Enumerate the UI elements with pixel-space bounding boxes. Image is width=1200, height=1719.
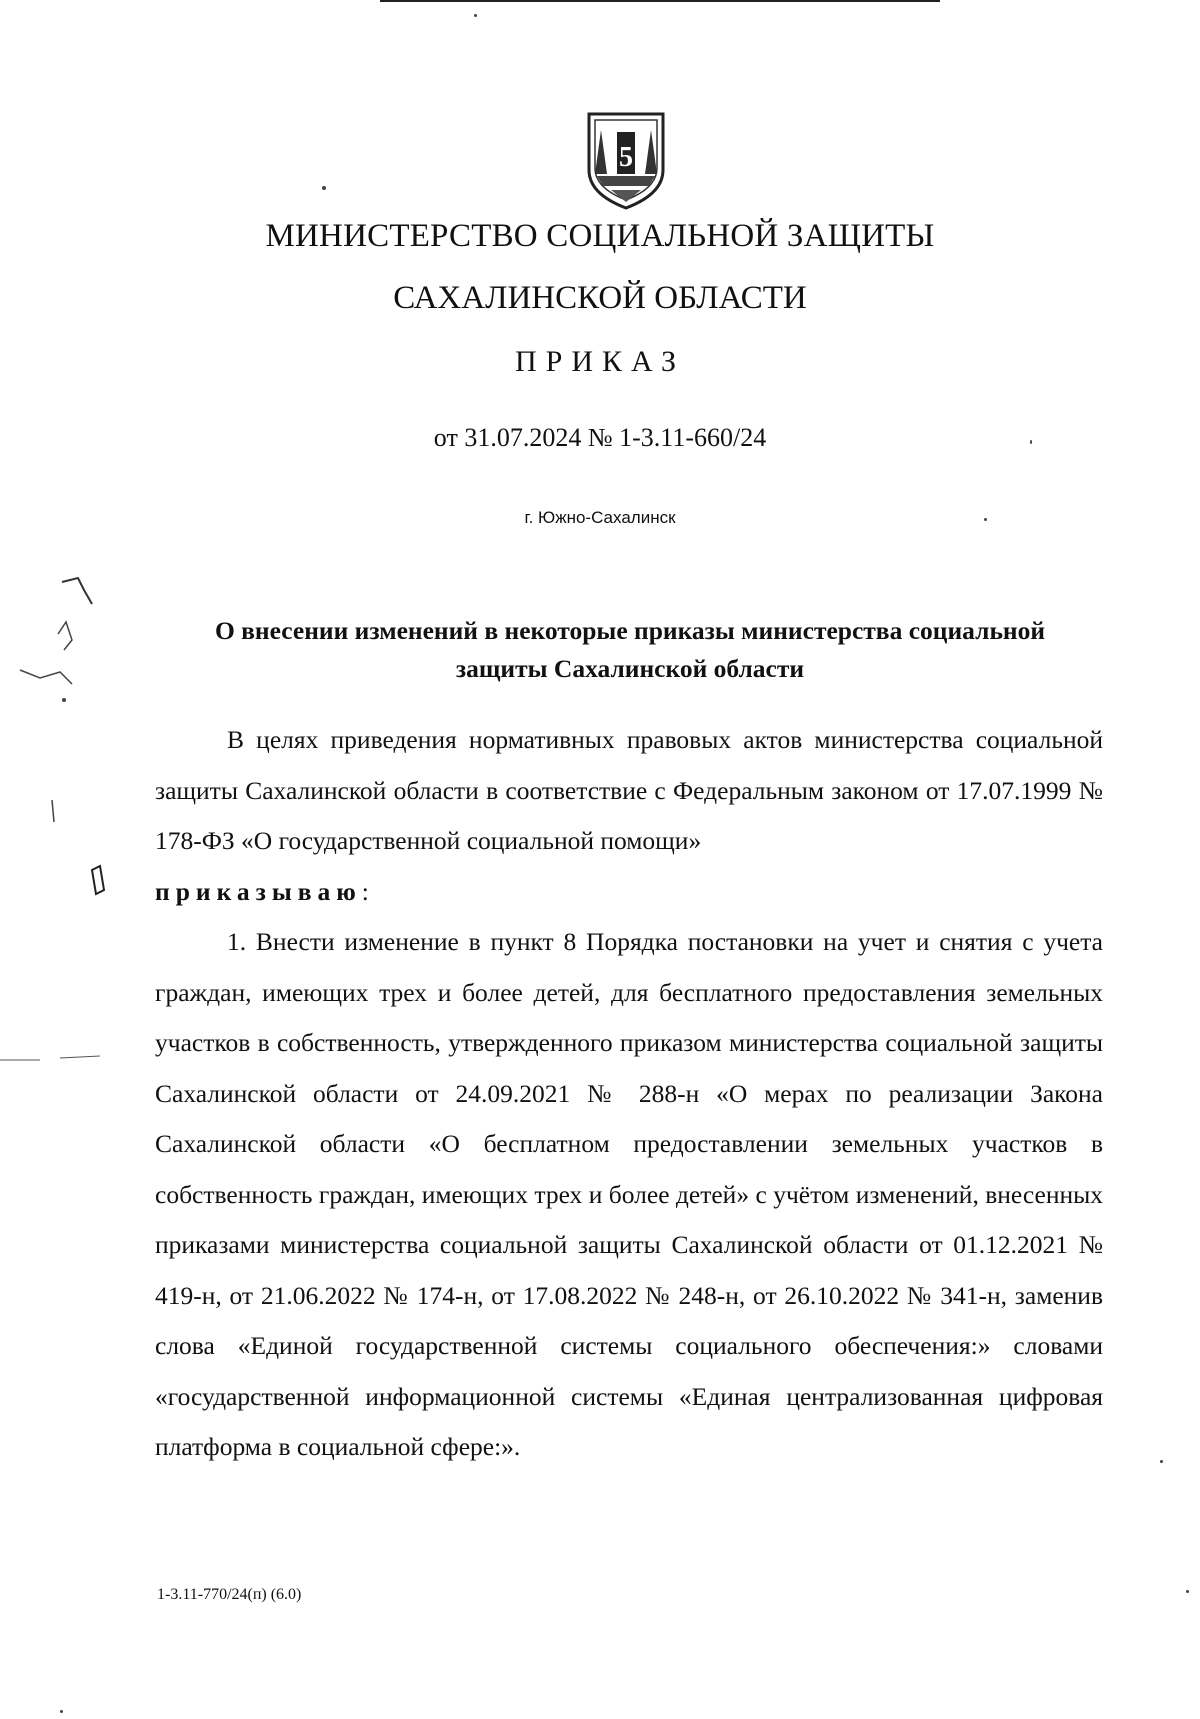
- document-type: ПРИКАЗ: [515, 345, 685, 378]
- document-title: [155, 612, 1105, 688]
- scan-speck: [1030, 440, 1032, 444]
- scan-speck: [322, 186, 326, 190]
- scan-speck: [984, 518, 987, 521]
- document-number: от 31.07.2024 № 1-3.11-660/24: [433, 423, 767, 452]
- scan-speck: [1186, 1590, 1189, 1593]
- preamble-paragraph: В целях приведения нормативных правовых актов министерства социальной защиты Сахалинской области в соответствие с Федеральным законом от 17.07.1999 № 178-ФЗ «О государственной социальной помощи»: [155, 725, 1103, 855]
- decree-line: [155, 867, 1103, 918]
- ministry-name-line1: МИНИСТЕРСТВО СОЦИАЛЬНОЙ ЗАЩИТЫ: [265, 218, 935, 254]
- scan-speck: [474, 14, 477, 17]
- document-body: [155, 715, 1103, 1473]
- issue-city: г. Южно-Сахалинск: [524, 508, 676, 527]
- scan-edge-line: [380, 0, 940, 2]
- title-line1: О внесении изменений в некоторые приказы министерства социальной: [214, 616, 1046, 645]
- scan-margin-marks: [0, 560, 130, 1080]
- coat-of-arms-icon: [583, 110, 669, 210]
- decree-word: приказываю: [155, 876, 362, 906]
- item-1-paragraph: 1. Внести изменение в пункт 8 Порядка постановки на учет и снятия с учета граждан, имеющих трех и более детей, для бесплатного предоставления земельных участков в собственность, утвержденного приказом министерства социальной защиты Сахалинской области от 24.09.2021 № 288-н «О мерах по реализации Закона Сахалинской области «О бесплатном предоставлении земельных участков в собственность граждан, имеющих трех и более детей» с учётом изменений, внесенных приказами министерства социальной защиты Сахалинской области от 01.12.2021 № 419-н, от 21.06.2022 № 174-н, от 17.08.2022 № 248-н, от 26.10.2022 № 341-н, заменив слова «Единой государственной системы социального обеспечения:» словами «государственной информационной системы «Единая централизованная цифровая платформа в социальной сфере:».: [155, 927, 1103, 1461]
- ministry-name-line2: САХАЛИНСКОЙ ОБЛАСТИ: [393, 280, 807, 316]
- scan-speck: [1160, 1460, 1163, 1463]
- decree-colon: :: [361, 876, 369, 906]
- emblem-numeral: 5: [619, 142, 633, 173]
- scan-speck: [60, 1710, 63, 1713]
- footer-code: 1-3.11-770/24(п) (6.0): [157, 1586, 302, 1603]
- title-line2: защиты Сахалинской области: [455, 654, 805, 683]
